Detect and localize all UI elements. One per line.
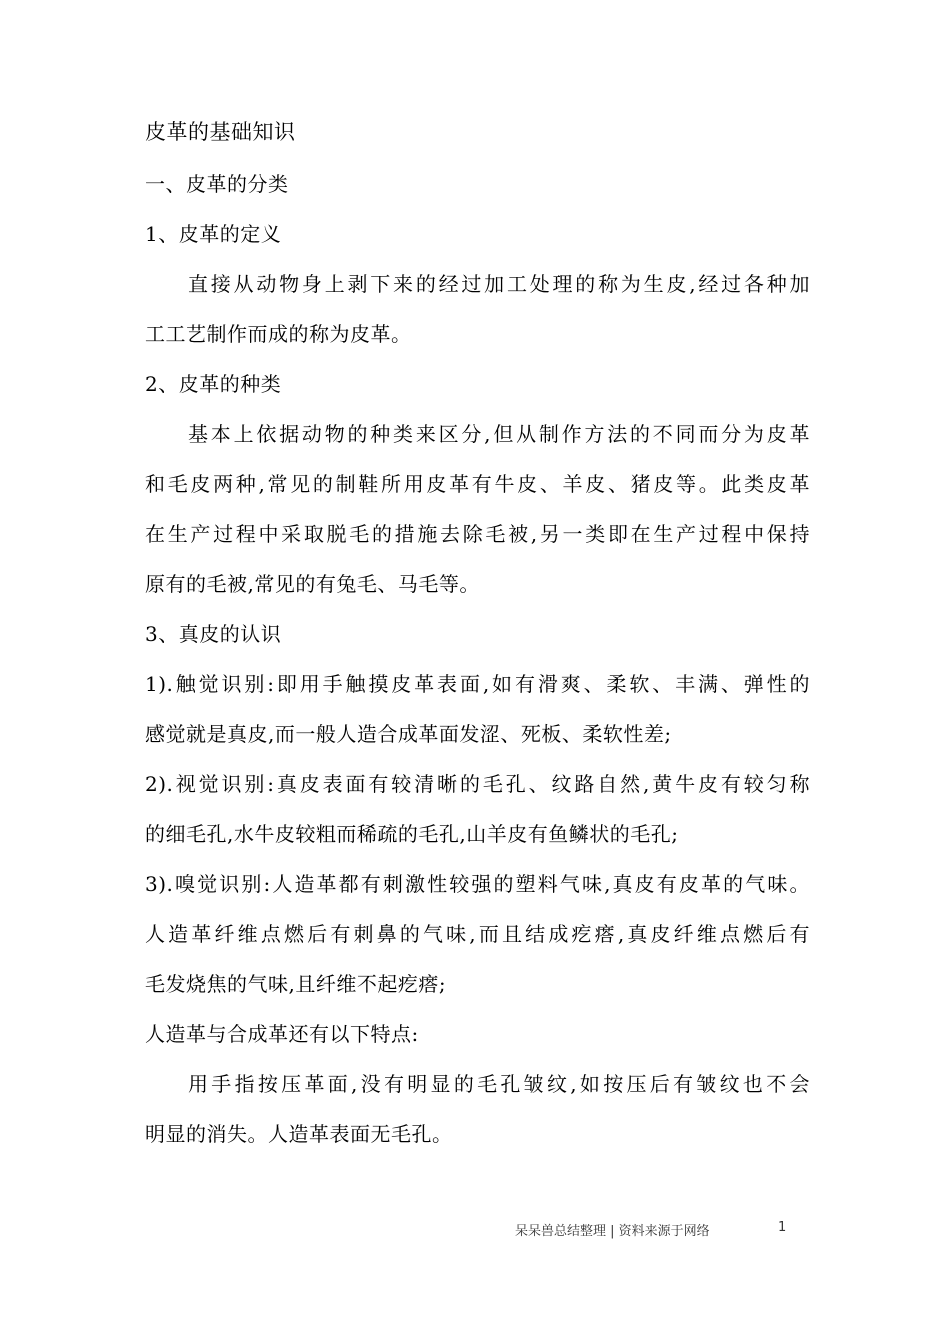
paragraph-types-line: 基本上依据动物的种类来区分,但从制作方法的不同而分为皮革 [188,422,810,446]
list-item-touch-line: 感觉就是真皮,而一般人造合成革面发涩、死板、柔软性差; [145,722,672,746]
subheading-genuine-leather: 3、真皮的认识 [145,622,282,646]
list-item-smell-line: 毛发烧焦的气味,且纤维不起疙瘩; [145,972,447,996]
paragraph-types-line: 在生产过程中采取脱毛的措施去除毛被,另一类即在生产过程中保持 [145,522,810,546]
paragraph-types-line: 原有的毛被,常见的有兔毛、马毛等。 [145,572,480,596]
paragraph-synthetic-line: 用手指按压革面,没有明显的毛孔皱纹,如按压后有皱纹也不会 [188,1072,810,1096]
paragraph-synthetic-line: 明显的消失。人造革表面无毛孔。 [145,1122,453,1146]
paragraph-definition-line: 直接从动物身上剥下来的经过加工处理的称为生皮,经过各种加 [188,272,810,296]
subheading-types: 2、皮革的种类 [145,372,282,396]
page-number: 1 [778,1220,787,1235]
list-item-smell-line: 人造革纤维点燃后有刺鼻的气味,而且结成疙瘩,真皮纤维点燃后有 [145,922,810,946]
list-item-visual-line: 2).视觉识别:真皮表面有较清晰的毛孔、纹路自然,黄牛皮有较匀称 [145,772,810,796]
list-item-touch-line: 1).触觉识别:即用手触摸皮革表面,如有滑爽、柔软、丰满、弹性的 [145,672,810,696]
subheading-definition: 1、皮革的定义 [145,222,282,246]
paragraph-definition-line: 工工艺制作而成的称为皮革。 [145,322,412,346]
footer-text: 呆呆兽总结整理 | 资料来源于网络 [515,1224,710,1239]
section-heading-classification: 一、皮革的分类 [145,172,289,196]
subheading-synthetic-features: 人造革与合成革还有以下特点: [145,1022,419,1046]
document-title: 皮革的基础知识 [145,120,296,144]
paragraph-types-line: 和毛皮两种,常见的制鞋所用皮革有牛皮、羊皮、猪皮等。此类皮革 [145,472,810,496]
list-item-visual-line: 的细毛孔,水牛皮较粗而稀疏的毛孔,山羊皮有鱼鳞状的毛孔; [145,822,679,846]
list-item-smell-line: 3).嗅觉识别:人造革都有刺激性较强的塑料气味,真皮有皮革的气味。 [145,872,810,896]
